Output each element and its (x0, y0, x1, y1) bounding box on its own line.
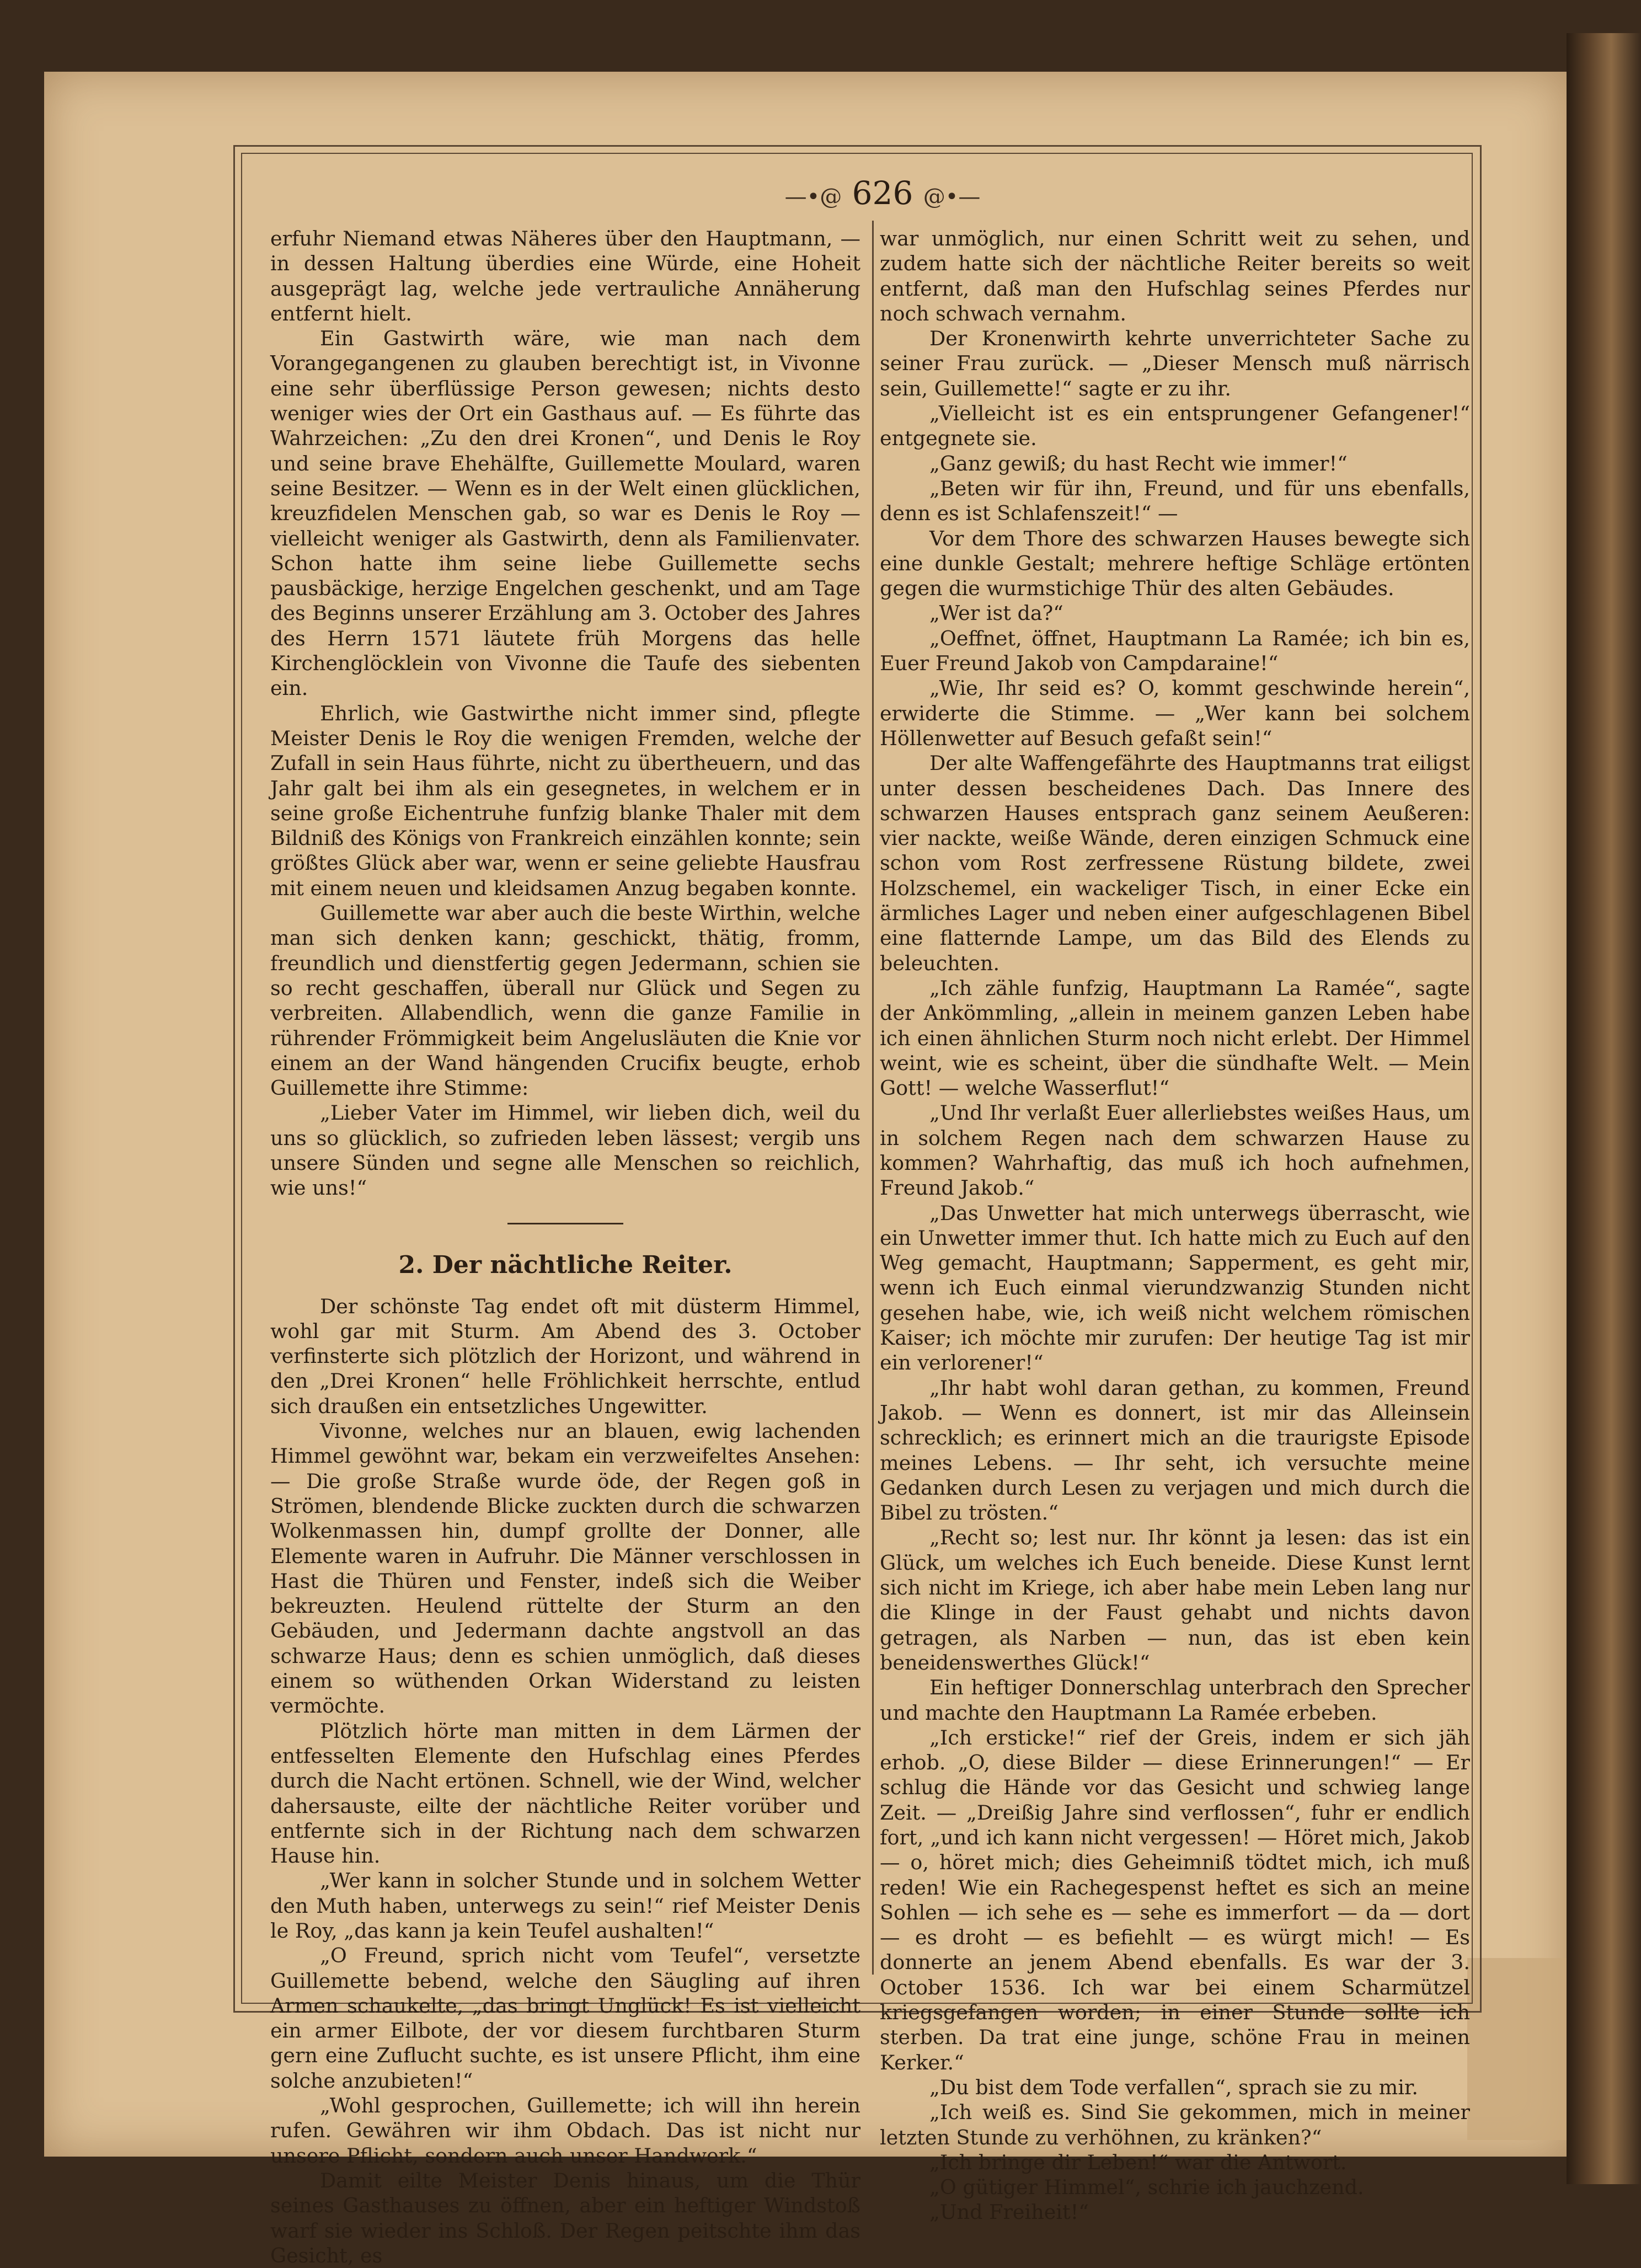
paragraph: „Wer kann in solcher Stunde und in solchem Wetter den Muth haben, unterwegs zu sein!“ rief Meister Denis le Roy, „das kann ja kein Teufel aushalten!“ (270, 1869, 860, 1943)
column-divider (872, 221, 874, 1975)
paragraph: Vivonne, welches nur an blauen, ewig lachenden Himmel gewöhnt war, bekam ein verzweifeltes Ansehen: — Die große Straße wurde öde, der Regen goß in Strömen, blendende Blicke zuckten durch die schwarzen Wolkenmassen hin, dumpf grollte der Donner, alle Elemente waren in Aufruhr. Die Männer verschlossen in Hast die Thüren und Fenster, indeß sich die Weiber bekreuzten. Heulend rüttelte der Sturm an den Gebäuden, und Jedermann dachte angstvoll an das schwarze Haus; denn es schien unmöglich, daß dieses einem so wüthenden Orkan Widerstand zu leisten vermöchte. (270, 1419, 860, 1718)
paragraph: „Vielleicht ist es ein entsprungener Gefangener!“ entgegnete sie. (880, 402, 1470, 451)
paragraph: „Und Ihr verlaßt Euer allerliebstes weißes Haus, um in solchem Regen nach dem schwarzen Hause zu kommen? Wahrhaftig, das muß ich hoch aufnehmen, Freund Jakob.“ (880, 1101, 1470, 1200)
paragraph: „Wohl gesprochen, Guillemette; ich will ihn herein rufen. Gewähren wir ihm Obdach. Das ist nicht nur unsere Pflicht, sondern auch unser Handwerk.“ (270, 2094, 860, 2168)
paragraph: „Ich weiß es. Sind Sie gekommen, mich in meiner letzten Stunde zu verhöhnen, zu kränken?“ (880, 2100, 1470, 2149)
page-number: 626 (852, 174, 913, 212)
paragraph: erfuhr Niemand etwas Näheres über den Hauptmann, — in dessen Haltung überdies eine Würde, eine Hoheit ausgeprägt lag, welche jede vertrauliche Annäherung entfernt hielt. (270, 227, 860, 325)
paragraph: „Ganz gewiß; du hast Recht wie immer!“ (929, 451, 1348, 475)
paragraph: Der Kronenwirth kehrte unverrichteter Sache zu seiner Frau zurück. — „Dieser Mensch muß närrisch sein, Guillemette!“ sagte er zu ihr. (880, 327, 1470, 400)
paragraph: „Ihr habt wohl daran gethan, zu kommen, Freund Jakob. — Wenn es donnert, ist mir das Alleinsein schrecklich; es erinnert mich an die traurigste Episode meines Lebens. — Ihr seht, ich versuchte meine Gedanken durch Lesen zu verjagen und mich durch die Bibel zu trösten.“ (880, 1376, 1470, 1525)
paragraph: Plötzlich hörte man mitten in dem Lärmen der entfesselten Elemente den Hufschlag eines Pferdes durch die Nacht ertönen. Schnell, wie der Wind, welcher dahersauste, eilte der nächtliche Reiter vorüber und entfernte sich in der Richtung nach dem schwarzen Hause hin. (270, 1719, 860, 1868)
paragraph: „O gütiger Himmel“, schrie ich jauchzend. (929, 2175, 1364, 2200)
paper-stain (1467, 1958, 1567, 2140)
section-rule (507, 1223, 623, 1224)
paragraph: „Ich ersticke!“ rief der Greis, indem er sich jäh erhob. „O, diese Bilder — diese Erinnerungen!“ — Er schlug die Hände vor das Gesicht und schwieg lange Zeit. — „Dreißig Jahre sind verflossen“, fuhr er endlich fort, „und ich kann nicht vergessen! — Höret mich, Jakob — o, höret mich; dies Geheimniß tödtet mich, ich muß reden! Wie ein Rachegespenst heftet es sich an meine Sohlen — ich sehe es — sehe es immerfort — da — dort — es droht — es befiehlt — es würgt mich! — Es donnerte an jenem Abend ebenfalls. Es war der 3. October 1536. Ich war bei einem Scharmützel kriegsgefangen worden; in einer Stunde sollte ich sterben. Da trat eine junge, schöne Frau in meinen Kerker.“ (880, 1725, 1470, 2074)
paragraph: „Ich bringe dir Leben!“ war die Antwort. (929, 2150, 1347, 2174)
paragraph: „Beten wir für ihn, Freund, und für uns ebenfalls, denn es ist Schlafenszeit!“ — (880, 476, 1470, 526)
paragraph: „Das Unwetter hat mich unterwegs überrascht, wie ein Unwetter immer thut. Ich hatte mich zu Euch auf den Weg gemacht, Hauptmann; Sapperment, es geht mir, wenn ich Euch einmal vierundzwanzig Stunden nicht gesehen habe, wie, ich weiß nicht welchem römischen Kaiser; ich möchte mir zurufen: Der heutige Tag ist mir ein verlorener!“ (880, 1201, 1470, 1375)
ornament-right: @•— (923, 184, 981, 210)
paragraph: „Lieber Vater im Himmel, wir lieben dich, weil du uns so glücklich, so zufrieden leben lässest; vergib uns unsere Sünden und segne alle Menschen so reichlich, wie uns!“ (270, 1101, 860, 1200)
section-title: 2. Der nächtliche Reiter. (398, 1250, 733, 1279)
paragraph: Ehrlich, wie Gastwirthe nicht immer sind, pflegte Meister Denis le Roy die wenigen Fremden, welche der Zufall in sein Haus führte, nicht zu übertheuern, und das Jahr galt bei ihm als ein gesegnetes, in welchem er in seine große Eichentruhe funfzig blanke Thaler mit dem Bildniß des Königs von Frankreich einzählen konnte; sein größtes Glück aber war, wenn er seine geliebte Hausfrau mit einem neuen und kleidsamen Anzug begaben konnte. (270, 701, 860, 900)
paragraph: „Ich zähle funfzig, Hauptmann La Ramée“, sagte der Ankömmling, „allein in meinem ganzen Leben habe ich einen ähnlichen Sturm noch nicht erlebt. Der Himmel weint, wie es scheint, über die sündhafte Welt. — Mein Gott! — welche Wasserflut!“ (880, 976, 1470, 1100)
paragraph: Damit eilte Meister Denis hinaus, um die Thür seines Gasthauses zu öffnen, aber ein heftiger Windstoß warf sie wieder ins Schloß. Der Regen peitschte ihm das Gesicht, es (270, 2168, 860, 2267)
paragraph: „Wie, Ihr seid es? O, kommt geschwinde herein“, erwiderte die Stimme. — „Wer kann bei solchem Höllenwetter auf Besuch gefaßt sein!“ (880, 676, 1470, 750)
paragraph: „Oeffnet, öffnet, Hauptmann La Ramée; ich bin es, Euer Freund Jakob von Campdaraine!“ (880, 626, 1470, 676)
right-column (880, 226, 1470, 2224)
paragraph: „Und Freiheit!“ (929, 2200, 1089, 2224)
paragraph: Ein Gastwirth wäre, wie man nach dem Vorangegangenen zu glauben berechtigt ist, in Vivonne eine sehr überflüssige Person gewesen; nichts desto weniger wies der Ort ein Gasthaus auf. — Es führte das Wahrzeichen: „Zu den drei Kronen“, und Denis le Roy und seine brave Ehehälfte, Guillemette Moulard, waren seine Besitzer. — Wenn es in der Welt einen glücklichen, kreuzfidelen Menschen gab, so war es Denis le Roy — vielleicht weniger als Gastwirth, denn als Familienvater. Schon hatte ihm seine liebe Guillemette sechs pausbäckige, herzige Engelchen geschenkt, und am Tage des Beginns unserer Erzählung am 3. October des Jahres des Herrn 1571 läutete früh Morgens das helle Kirchenglöcklein von Vivonne die Taufe des siebenten ein. (270, 327, 860, 700)
page-number-header (761, 168, 1004, 218)
paragraph: Der schönste Tag endet oft mit düsterm Himmel, wohl gar mit Sturm. Am Abend des 3. October verfinsterte sich plötzlich der Horizont, und während in den „Drei Kronen“ helle Fröhlichkeit herrschte, entlud sich draußen ein entsetzliches Ungewitter. (270, 1294, 860, 1418)
ornament-left: —•@ (784, 184, 842, 210)
paragraph: „Du bist dem Tode verfallen“, sprach sie zu mir. (929, 2075, 1418, 2099)
paragraph: Ein heftiger Donnerschlag unterbrach den Sprecher und machte den Hauptmann La Ramée erbeben. (880, 1676, 1470, 1725)
left-column (270, 226, 860, 2267)
book-binding-edge (1567, 33, 1641, 2184)
paragraph: war unmöglich, nur einen Schritt weit zu sehen, und zudem hatte sich der nächtliche Reiter bereits so weit entfernt, daß man den Hufschlag seines Pferdes nur noch schwach vernahm. (880, 227, 1470, 325)
paragraph: Vor dem Thore des schwarzen Hauses bewegte sich eine dunkle Gestalt; mehrere heftige Schläge ertönten gegen die wurmstichige Thür des alten Gebäudes. (880, 526, 1470, 601)
paragraph: Guillemette war aber auch die beste Wirthin, welche man sich denken kann; geschickt, thätig, fromm, freundlich und dienstfertig gegen Jedermann, schien sie so recht geschaffen, überall nur Glück und Segen zu verbreiten. Allabendlich, wenn die ganze Familie in rührender Frömmigkeit beim Angelusläuten die Knie vor einem an der Wand hängenden Crucifix beugte, erhob Guillemette ihre Stimme: (270, 901, 860, 1100)
paragraph: „Recht so; lest nur. Ihr könnt ja lesen: das ist ein Glück, um welches ich Euch beneide. Diese Kunst lernt sich nicht im Kriege, ich aber habe mein Leben lang nur die Klinge in der Faust gehabt und nichts davon getragen, als Narben — nun, das ist eben kein beneidenswerthes Glück!“ (880, 1526, 1470, 1675)
paragraph: „O Freund, sprich nicht vom Teufel“, versetzte Guillemette bebend, welche den Säugling auf ihren Armen schaukelte, „das bringt Unglück! Es ist vielleicht ein armer Eilbote, der vor diesem furchtbaren Sturm gern eine Zuflucht suchte, es ist unsere Pflicht, ihm eine solche anzubieten!“ (270, 1944, 860, 2093)
paragraph: Der alte Waffengefährte des Hauptmanns trat eiligst unter dessen bescheidenes Dach. Das Innere des schwarzen Hauses entsprach ganz seinem Aeußeren: vier nackte, weiße Wände, deren einzigen Schmuck eine schon vom Rost zerfressene Rüstung bildete, zwei Holzschemel, ein wackeliger Tisch, in einer Ecke ein ärmliches Lager und neben einer aufgeschlagenen Bibel eine flatternde Lampe, um das Bild des Elends zu beleuchten. (880, 751, 1470, 975)
paragraph: „Wer ist da?“ (929, 601, 1063, 625)
